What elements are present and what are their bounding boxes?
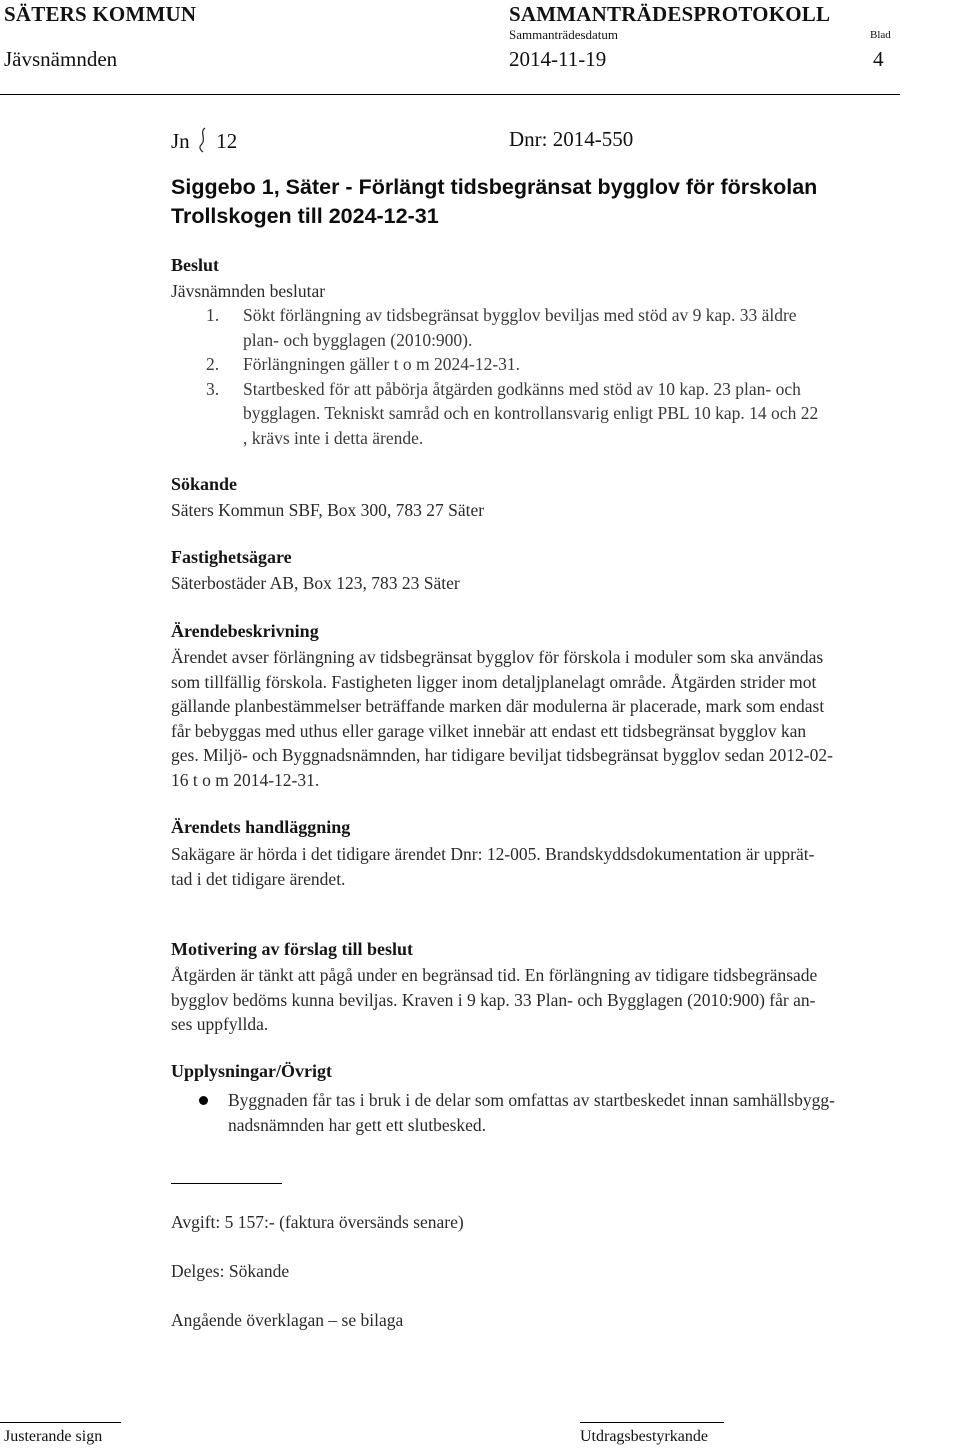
- beslut-item-line: Förlängningen gäller t o m 2024-12-31.: [243, 354, 521, 374]
- utdragsbestyrkande-label: Utdragsbestyrkande: [580, 1428, 708, 1445]
- sokande-heading: Sökande: [171, 474, 238, 494]
- text-line: som tillfällig förskola. Fastigheten ligger inom detaljplanelagt område. Åtgärden strider mot: [171, 671, 817, 692]
- arendebeskrivning-text: [171, 645, 957, 792]
- paragraph-sign-icon: [197, 127, 209, 153]
- case-title-line: Siggebo 1, Säter - Förlängt tidsbegränsat bygglov för förskolan: [171, 175, 818, 199]
- page-number: 4: [873, 47, 884, 71]
- beslut-item-number: 3.: [206, 378, 220, 399]
- meeting-date: 2014-11-19: [509, 47, 607, 71]
- text-line: bygglov bedöms kunna beviljas. Kraven i 9 kap. 33 Plan- och Bygglagen (2010:900) får an-: [171, 989, 816, 1010]
- text-line: ges. Miljö- och Byggnadsnämnden, har tidigare beviljat tidsbegränsat bygglov sedan 2012-02-: [171, 745, 833, 765]
- text-line: 16 t o m 2014-12-31.: [171, 769, 320, 790]
- text-line: nadsnämnden har gett ett slutbesked.: [228, 1114, 487, 1135]
- bullet-icon: [199, 1096, 208, 1105]
- justerande-sign-label: Justerande sign: [4, 1428, 103, 1445]
- section-prefix: Jn: [171, 129, 190, 153]
- dnr: Dnr: 2014-550: [509, 127, 634, 151]
- avgift-text: Avgift: 5 157:- (faktura översänds senare): [171, 1212, 464, 1232]
- committee-name: Jävsnämnden: [4, 47, 118, 71]
- text-line: ses uppfyllda.: [171, 1014, 269, 1034]
- beslut-list: [181, 303, 951, 450]
- text-line: Ärendet avser förlängning av tidsbegränsat bygglov för förskola i moduler som ska användas: [171, 647, 824, 667]
- beslut-item-line: bygglagen. Tekniskt samråd och en kontrollansvarig enligt PBL 10 kap. 14 och 22: [243, 403, 819, 423]
- section-id: [171, 127, 237, 154]
- text-line: får bebyggas med uthus eller garage vilket innebär att endast ett tidsbegränsat bygglov kan: [171, 720, 807, 741]
- upplysningar-heading: Upplysningar/Övrigt: [171, 1061, 333, 1081]
- beslut-item: [181, 303, 951, 352]
- separator-rule: [171, 1183, 282, 1184]
- beslut-item-number: 2.: [206, 354, 220, 374]
- text-line: gällande planbestämmelser beträffande marken där modulerna är placerade, mark som endast: [171, 696, 825, 716]
- fastighetsagare-heading: Fastighetsägare: [171, 547, 292, 567]
- beslut-item: [181, 352, 951, 377]
- arendebeskrivning-heading: Ärendebeskrivning: [171, 621, 319, 641]
- header-rule: [0, 94, 900, 95]
- beslut-item: [181, 377, 951, 451]
- handlaggning-text: [171, 842, 957, 891]
- upplysningar-bullet-text: [228, 1088, 958, 1137]
- org-name: SÄTERS KOMMUN: [4, 2, 197, 26]
- beslut-item-line: Sökt förlängning av tidsbegränsat bygglov beviljas med stöd av 9 kap. 33 äldre: [243, 305, 797, 325]
- delges-text: Delges: Sökande: [171, 1261, 290, 1281]
- sokande-text: Säters Kommun SBF, Box 300, 783 27 Säter: [171, 500, 485, 520]
- overklagan-text: Angående överklagan – se bilaga: [171, 1310, 404, 1330]
- beslut-item-number: 1.: [206, 305, 220, 325]
- handlaggning-heading: Ärendets handläggning: [171, 817, 351, 837]
- motivering-text: [171, 963, 957, 1037]
- case-title-line: Trollskogen till 2024-12-31: [171, 204, 439, 228]
- date-label: Sammanträdesdatum: [509, 27, 619, 42]
- text-line: Åtgärden är tänkt att pågå under en begränsad tid. En förlängning av tidigare tidsbegränsade: [171, 965, 818, 985]
- beslut-heading: Beslut: [171, 255, 220, 275]
- motivering-heading: Motivering av förslag till beslut: [171, 939, 413, 959]
- text-line: Byggnaden får tas i bruk i de delar som omfattas av startbeskedet innan samhällsbygg-: [228, 1090, 835, 1110]
- section-number: 12: [216, 129, 238, 153]
- beslut-intro: Jävsnämnden beslutar: [171, 281, 326, 301]
- text-line: Sakägare är hörda i det tidigare ärendet Dnr: 12-005. Brandskyddsdokumentation är upprät-: [171, 844, 815, 864]
- footer-rule-left: [0, 1422, 121, 1423]
- doc-type: SAMMANTRÄDESPROTOKOLL: [509, 2, 831, 26]
- beslut-item-line: , krävs inte i detta ärende.: [243, 427, 424, 448]
- footer-rule-right: [580, 1422, 724, 1423]
- case-title: [171, 173, 817, 231]
- text-line: tad i det tidigare ärendet.: [171, 868, 346, 889]
- beslut-item-line: Startbesked för att påbörja åtgärden godkänns med stöd av 10 kap. 23 plan- och: [243, 378, 801, 399]
- page-label: Blad: [870, 29, 891, 41]
- beslut-item-line: plan- och bygglagen (2010:900).: [243, 329, 473, 350]
- fastighetsagare-text: Säterbostäder AB, Box 123, 783 23 Säter: [171, 573, 460, 593]
